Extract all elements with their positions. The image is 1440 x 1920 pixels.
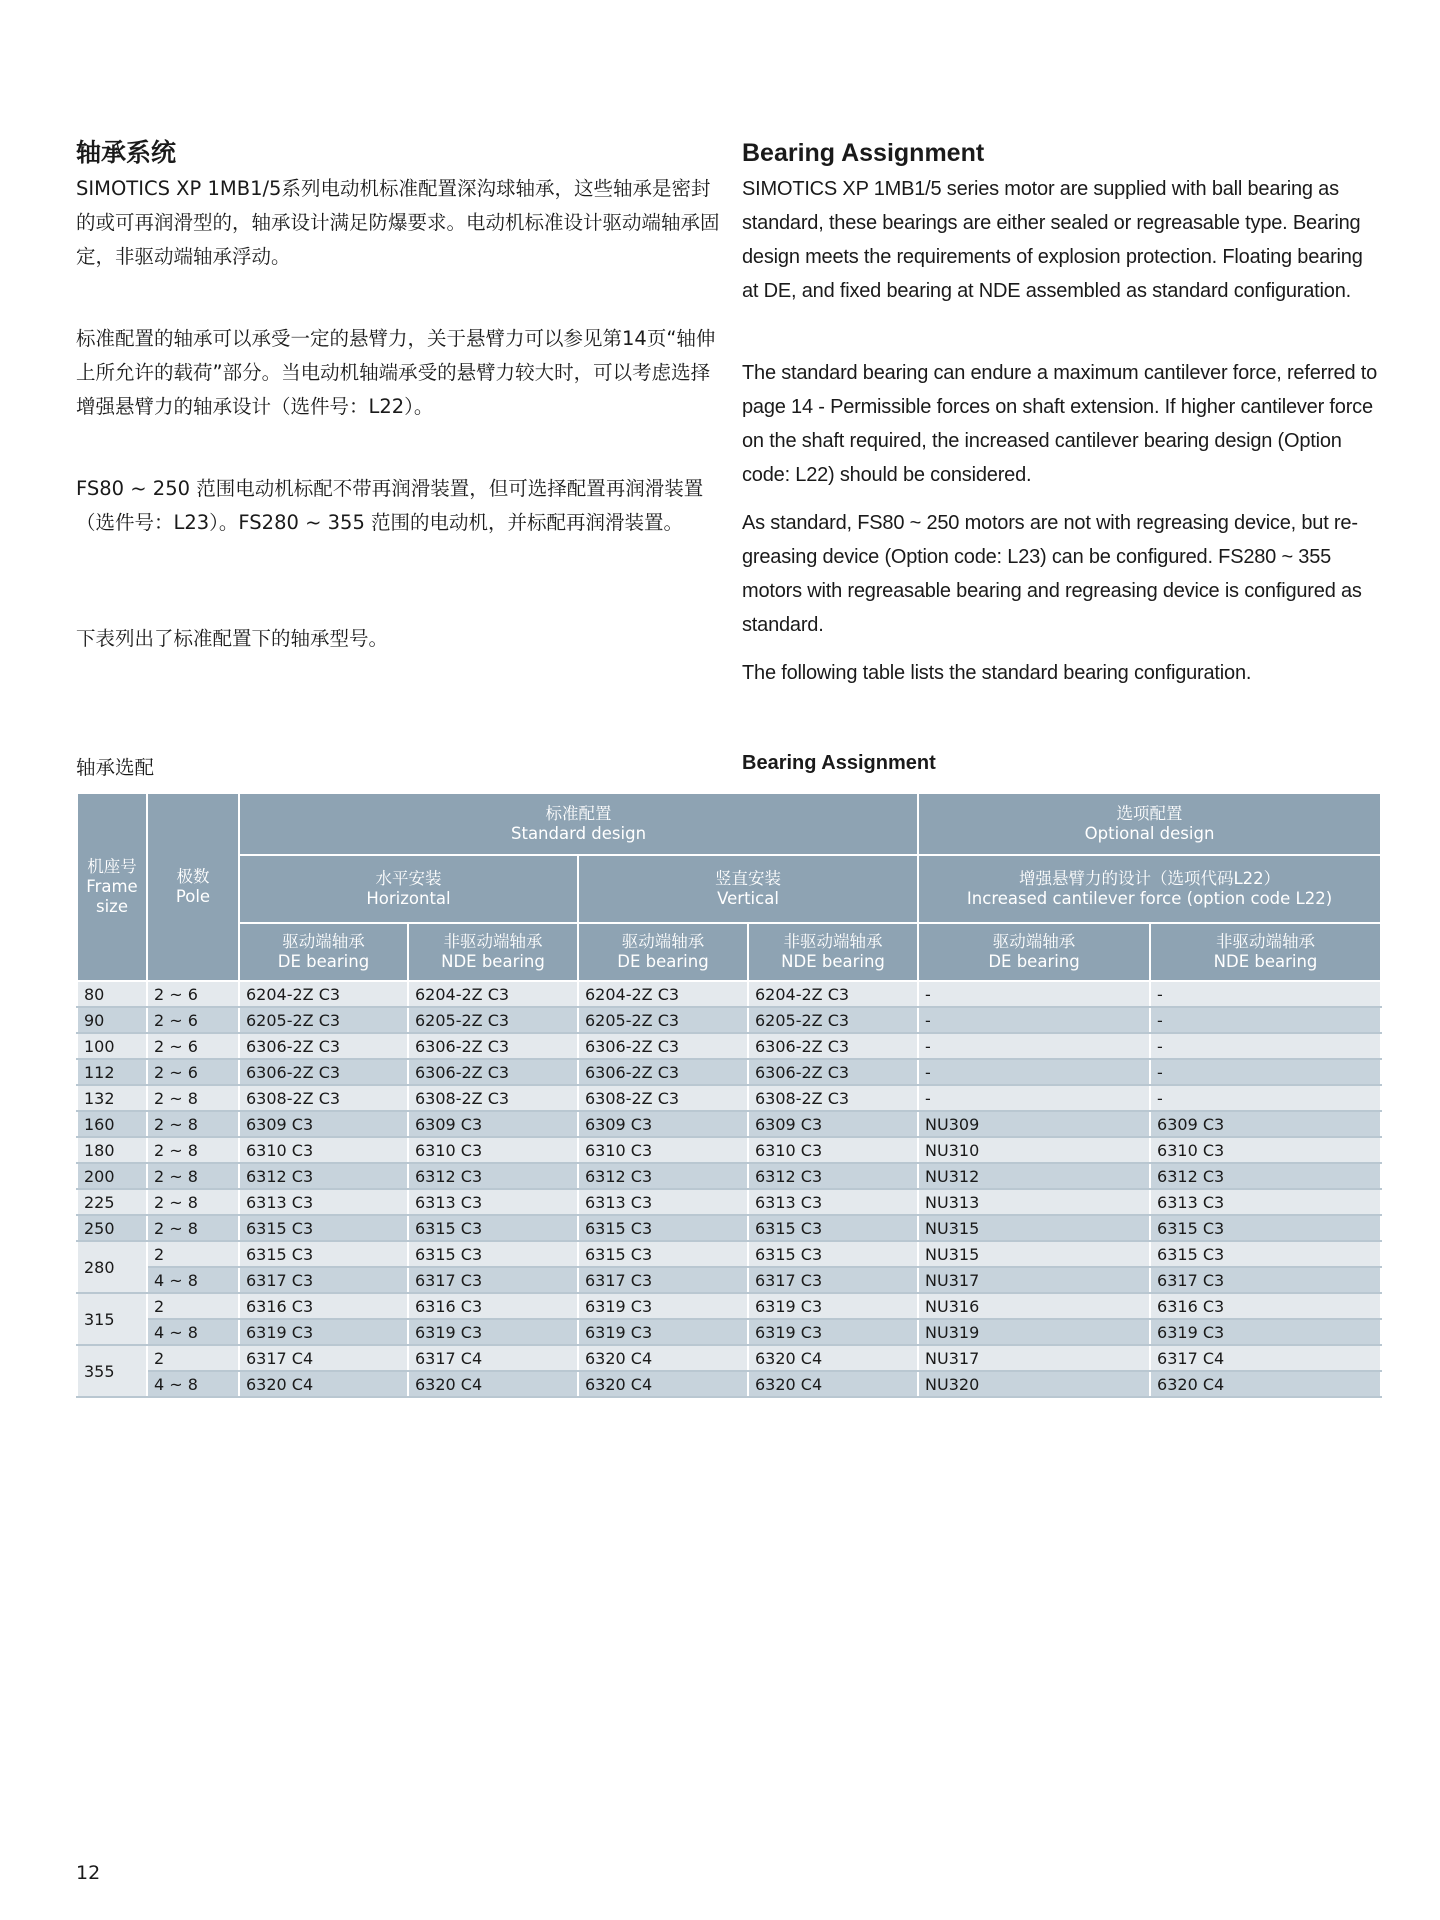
- cell-pole: 2 ~ 6: [147, 1059, 239, 1085]
- cell-pole: 2 ~ 6: [147, 1033, 239, 1059]
- en-title: Bearing Assignment: [742, 139, 985, 167]
- cell-bearing: 6315 C3: [578, 1215, 748, 1241]
- cell-bearing: 6308-2Z C3: [239, 1085, 408, 1111]
- en-paragraph-1: SIMOTICS XP 1MB1/5 series motor are supplied with ball bearing as standard, these bearings are either sealed or regreasable type. Bearing design meets the requirements of explosion protection. Floating bearing at DE, and fixed bearing at NDE assembled as standard configuration.: [742, 178, 1363, 302]
- cell-bearing: NU312: [918, 1163, 1150, 1189]
- cell-frame-size: 250: [77, 1215, 147, 1241]
- cell-bearing: 6313 C3: [748, 1189, 918, 1215]
- cell-bearing: 6315 C3: [408, 1215, 578, 1241]
- cell-bearing: 6317 C3: [239, 1267, 408, 1293]
- table-row: [77, 1215, 1381, 1241]
- cell-bearing: 6204-2Z C3: [408, 981, 578, 1007]
- cell-bearing: 6317 C4: [1150, 1345, 1381, 1371]
- table-body: [77, 981, 1381, 1397]
- cell-bearing: NU315: [918, 1241, 1150, 1267]
- cell-pole: 2 ~ 8: [147, 1111, 239, 1137]
- cell-bearing: -: [1150, 1085, 1381, 1111]
- cell-bearing: 6315 C3: [748, 1241, 918, 1267]
- cell-frame-size: 180: [77, 1137, 147, 1163]
- cell-bearing: 6316 C3: [408, 1293, 578, 1319]
- cell-bearing: 6306-2Z C3: [408, 1059, 578, 1085]
- cell-bearing: 6312 C3: [748, 1163, 918, 1189]
- cell-bearing: 6310 C3: [239, 1137, 408, 1163]
- cell-bearing: 6310 C3: [1150, 1137, 1381, 1163]
- cell-bearing: 6315 C3: [1150, 1215, 1381, 1241]
- zh-paragraph-3: FS80 ~ 250 范围电动机标配不带再润滑装置，但可选择配置再润滑装置（选件号：L23）。FS280 ~ 355 范围的电动机，并标配再润滑装置。: [76, 477, 704, 534]
- table-row: [77, 1111, 1381, 1137]
- cell-pole: 2 ~ 8: [147, 1085, 239, 1111]
- table-row: [77, 1371, 1381, 1397]
- english-column: [742, 136, 1382, 696]
- cell-pole: 2 ~ 8: [147, 1137, 239, 1163]
- header-de-bearing: 驱动端轴承 DE bearing: [578, 923, 748, 981]
- cell-frame-size: 100: [77, 1033, 147, 1059]
- cell-bearing: 6316 C3: [239, 1293, 408, 1319]
- cell-bearing: 6320 C4: [748, 1345, 918, 1371]
- cell-bearing: NU310: [918, 1137, 1150, 1163]
- table-row: [77, 1137, 1381, 1163]
- cell-pole: 4 ~ 8: [147, 1371, 239, 1397]
- cell-bearing: -: [918, 1033, 1150, 1059]
- table-row: [77, 1345, 1381, 1371]
- chinese-column: [76, 136, 721, 662]
- table-row: [77, 1189, 1381, 1215]
- header-nde-bearing: 非驱动端轴承 NDE bearing: [1150, 923, 1381, 981]
- cell-bearing: 6317 C3: [748, 1267, 918, 1293]
- cell-bearing: 6315 C3: [239, 1215, 408, 1241]
- table-row: [77, 981, 1381, 1007]
- cell-bearing: -: [1150, 981, 1381, 1007]
- cell-bearing: 6315 C3: [748, 1215, 918, 1241]
- cell-bearing: NU319: [918, 1319, 1150, 1345]
- cell-bearing: 6312 C3: [578, 1163, 748, 1189]
- en-paragraph-4: The following table lists the standard bearing configuration.: [742, 662, 1252, 684]
- cell-bearing: 6309 C3: [239, 1111, 408, 1137]
- cell-bearing: 6315 C3: [239, 1241, 408, 1267]
- cell-bearing: 6312 C3: [408, 1163, 578, 1189]
- cell-bearing: 6312 C3: [1150, 1163, 1381, 1189]
- zh-table-caption: 轴承选配: [76, 756, 155, 779]
- table-row: [77, 1293, 1381, 1319]
- cell-frame-size: 112: [77, 1059, 147, 1085]
- cell-bearing: 6204-2Z C3: [748, 981, 918, 1007]
- cell-bearing: 6315 C3: [408, 1241, 578, 1267]
- table-row: [77, 1085, 1381, 1111]
- cell-pole: 4 ~ 8: [147, 1319, 239, 1345]
- cell-bearing: 6306-2Z C3: [239, 1059, 408, 1085]
- cell-bearing: 6320 C4: [239, 1371, 408, 1397]
- cell-bearing: 6306-2Z C3: [748, 1033, 918, 1059]
- cell-frame-size: 355: [77, 1345, 147, 1397]
- cell-bearing: 6306-2Z C3: [578, 1059, 748, 1085]
- header-nde-bearing: 非驱动端轴承 NDE bearing: [408, 923, 578, 981]
- cell-pole: 2: [147, 1241, 239, 1267]
- cell-bearing: 6315 C3: [1150, 1241, 1381, 1267]
- cell-frame-size: 80: [77, 981, 147, 1007]
- cell-bearing: 6204-2Z C3: [578, 981, 748, 1007]
- table-row: [77, 1007, 1381, 1033]
- cell-bearing: 6308-2Z C3: [578, 1085, 748, 1111]
- cell-bearing: 6317 C3: [578, 1267, 748, 1293]
- cell-bearing: 6316 C3: [1150, 1293, 1381, 1319]
- header-vertical: 竖直安装 Vertical: [578, 855, 918, 923]
- cell-bearing: 6320 C4: [578, 1345, 748, 1371]
- cell-bearing: 6205-2Z C3: [748, 1007, 918, 1033]
- cell-bearing: 6312 C3: [239, 1163, 408, 1189]
- cell-bearing: 6309 C3: [578, 1111, 748, 1137]
- cell-pole: 2 ~ 8: [147, 1189, 239, 1215]
- cell-bearing: -: [918, 1007, 1150, 1033]
- cell-frame-size: 90: [77, 1007, 147, 1033]
- cell-pole: 2 ~ 6: [147, 981, 239, 1007]
- en-table-caption: Bearing Assignment: [742, 752, 936, 774]
- cell-frame-size: 225: [77, 1189, 147, 1215]
- table-row: [77, 1163, 1381, 1189]
- cell-frame-size: 280: [77, 1241, 147, 1293]
- cell-bearing: 6320 C4: [578, 1371, 748, 1397]
- cell-bearing: 6205-2Z C3: [578, 1007, 748, 1033]
- cell-bearing: 6309 C3: [1150, 1111, 1381, 1137]
- cell-bearing: 6310 C3: [578, 1137, 748, 1163]
- cell-bearing: -: [918, 1059, 1150, 1085]
- cell-pole: 2 ~ 8: [147, 1215, 239, 1241]
- cell-bearing: 6319 C3: [239, 1319, 408, 1345]
- cell-bearing: 6205-2Z C3: [239, 1007, 408, 1033]
- table-row: [77, 1241, 1381, 1267]
- header-horizontal: 水平安装 Horizontal: [239, 855, 578, 923]
- zh-paragraph-1: SIMOTICS XP 1MB1/5系列电动机标准配置深沟球轴承，这些轴承是密封的或可再润滑型的，轴承设计满足防爆要求。电动机标准设计驱动端轴承固定，非驱动端轴承浮动。: [76, 177, 720, 268]
- header-frame-size: 机座号 Frame size: [77, 793, 147, 981]
- cell-bearing: 6315 C3: [578, 1241, 748, 1267]
- header-standard-design: 标准配置 Standard design: [239, 793, 918, 855]
- cell-bearing: 6313 C3: [1150, 1189, 1381, 1215]
- table-row: [77, 1059, 1381, 1085]
- cell-bearing: NU317: [918, 1345, 1150, 1371]
- bearing-table: [76, 792, 1382, 1398]
- cell-bearing: 6308-2Z C3: [748, 1085, 918, 1111]
- cell-bearing: 6320 C4: [1150, 1371, 1381, 1397]
- cell-bearing: 6205-2Z C3: [408, 1007, 578, 1033]
- cell-bearing: 6319 C3: [1150, 1319, 1381, 1345]
- cell-bearing: 6319 C3: [408, 1319, 578, 1345]
- zh-title: 轴承系统: [76, 138, 177, 167]
- header-optional-design: 选项配置 Optional design: [918, 793, 1381, 855]
- cell-bearing: 6317 C4: [239, 1345, 408, 1371]
- cell-bearing: 6313 C3: [239, 1189, 408, 1215]
- cell-bearing: 6317 C4: [408, 1345, 578, 1371]
- header-de-bearing: 驱动端轴承 DE bearing: [918, 923, 1150, 981]
- cell-pole: 2 ~ 8: [147, 1163, 239, 1189]
- cell-bearing: 6313 C3: [408, 1189, 578, 1215]
- cell-bearing: 6309 C3: [748, 1111, 918, 1137]
- cell-bearing: NU320: [918, 1371, 1150, 1397]
- table-row: [77, 1319, 1381, 1345]
- cell-bearing: 6320 C4: [748, 1371, 918, 1397]
- header-increased-cantilever: 增强悬臂力的设计（选项代码L22） Increased cantilever force (option code L22): [918, 855, 1381, 923]
- cell-frame-size: 160: [77, 1111, 147, 1137]
- en-paragraph-2: The standard bearing can endure a maximum cantilever force, referred to page 14 - Permissible forces on shaft extension. If higher cantilever force on the shaft required, the increased cantilever bearing design (Option code: L22) should be considered.: [742, 362, 1378, 486]
- cell-bearing: -: [1150, 1033, 1381, 1059]
- cell-bearing: 6306-2Z C3: [408, 1033, 578, 1059]
- zh-paragraph-2: 标准配置的轴承可以承受一定的悬臂力，关于悬臂力可以参见第14页“轴伸上所允许的载荷”部分。当电动机轴端承受的悬臂力较大时，可以考虑选择增强悬臂力的轴承设计（选件号：L22）。: [76, 327, 716, 418]
- cell-bearing: NU316: [918, 1293, 1150, 1319]
- cell-bearing: 6306-2Z C3: [578, 1033, 748, 1059]
- en-paragraph-3: As standard, FS80 ~ 250 motors are not with regreasing device, but re-greasing device (Option code: L23) can be configured. FS280 ~ 355 motors with regreasable bearing and regreasing device is configured as standard.: [742, 512, 1362, 636]
- cell-bearing: NU309: [918, 1111, 1150, 1137]
- header-de-bearing: 驱动端轴承 DE bearing: [239, 923, 408, 981]
- cell-pole: 2 ~ 6: [147, 1007, 239, 1033]
- cell-bearing: 6313 C3: [578, 1189, 748, 1215]
- cell-bearing: -: [1150, 1007, 1381, 1033]
- cell-bearing: 6319 C3: [748, 1319, 918, 1345]
- cell-bearing: 6319 C3: [578, 1293, 748, 1319]
- header-pole: 极数 Pole: [147, 793, 239, 981]
- cell-bearing: 6306-2Z C3: [239, 1033, 408, 1059]
- cell-frame-size: 315: [77, 1293, 147, 1345]
- cell-bearing: 6204-2Z C3: [239, 981, 408, 1007]
- table-row: [77, 1033, 1381, 1059]
- cell-bearing: 6317 C3: [1150, 1267, 1381, 1293]
- cell-bearing: 6320 C4: [408, 1371, 578, 1397]
- cell-bearing: 6308-2Z C3: [408, 1085, 578, 1111]
- cell-pole: 2: [147, 1293, 239, 1319]
- cell-bearing: 6317 C3: [408, 1267, 578, 1293]
- cell-bearing: 6319 C3: [748, 1293, 918, 1319]
- cell-frame-size: 132: [77, 1085, 147, 1111]
- cell-bearing: NU315: [918, 1215, 1150, 1241]
- cell-bearing: 6319 C3: [578, 1319, 748, 1345]
- cell-bearing: -: [1150, 1059, 1381, 1085]
- cell-bearing: 6306-2Z C3: [748, 1059, 918, 1085]
- cell-pole: 4 ~ 8: [147, 1267, 239, 1293]
- cell-bearing: -: [918, 981, 1150, 1007]
- cell-bearing: -: [918, 1085, 1150, 1111]
- cell-bearing: 6309 C3: [408, 1111, 578, 1137]
- cell-frame-size: 200: [77, 1163, 147, 1189]
- cell-bearing: NU317: [918, 1267, 1150, 1293]
- cell-pole: 2: [147, 1345, 239, 1371]
- zh-paragraph-4: 下表列出了标准配置下的轴承型号。: [76, 627, 389, 650]
- table-row: [77, 1267, 1381, 1293]
- cell-bearing: 6310 C3: [748, 1137, 918, 1163]
- page-number: 12: [76, 1862, 101, 1884]
- header-nde-bearing: 非驱动端轴承 NDE bearing: [748, 923, 918, 981]
- cell-bearing: 6310 C3: [408, 1137, 578, 1163]
- cell-bearing: NU313: [918, 1189, 1150, 1215]
